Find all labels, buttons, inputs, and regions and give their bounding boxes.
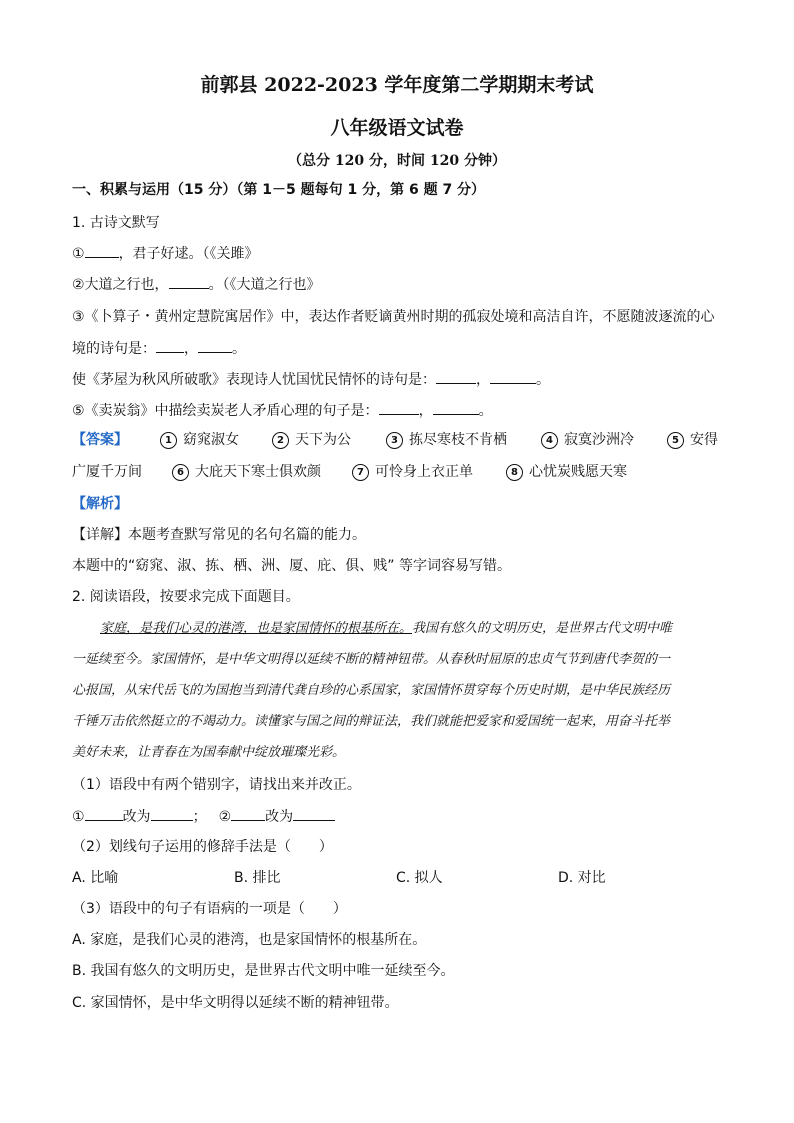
- passage-line-4: 千锤万击依然挺立的不竭动力。读懂家与国之间的辩证法，我们就能把爱家和爱国统一起来，用奋斗托举: [72, 714, 671, 729]
- q1-l5-pre: ⑤《卖炭翁》中描绘卖炭老人矛盾心理的句子是：: [72, 403, 379, 419]
- answer-6: [172, 462, 321, 482]
- answer-5-cont: 广厦千万间: [72, 464, 142, 480]
- answer-tag: 【答案】: [72, 432, 128, 448]
- answer-4: [541, 430, 634, 450]
- passage-line-3: 心报国，从宋代岳飞的为国抱当到清代龚自珍的心系国家，家国情怀贯穿每个历史时期，是中华民族经历: [72, 683, 671, 698]
- exam-subtitle: 八年级语文试卷: [330, 117, 464, 139]
- sub3-option-a[interactable]: A. 家庭，是我们心灵的港湾，也是家国情怀的根基所在。: [72, 932, 427, 948]
- q1-line3b: [72, 338, 732, 359]
- q1-title: 1. 古诗文默写: [72, 215, 160, 231]
- comma: ，: [184, 341, 198, 357]
- option-c[interactable]: C. 拟人: [396, 870, 443, 886]
- blank: [293, 806, 335, 821]
- passage-text: 我国有悠久的文明历史，是世界古代文明中唯: [412, 621, 673, 636]
- passage-line-5: 美好未来，让青春在为国奉献中绽放璀璨光彩。: [72, 745, 346, 760]
- separator: ；: [192, 809, 207, 825]
- change-to: 改为: [265, 809, 294, 825]
- q2-sub2: （2）划线句子运用的修辞手法是（ ）: [72, 839, 333, 855]
- answer-number: 6: [172, 464, 189, 481]
- answer-number: 2: [272, 432, 289, 449]
- period: 。: [232, 341, 246, 357]
- answer-7: [352, 462, 473, 482]
- q1-line4: [72, 369, 732, 390]
- q2-title: 2. 阅读语段，按要求完成下面题目。: [72, 589, 300, 605]
- answer-number: 7: [352, 464, 369, 481]
- answer-5: [667, 430, 718, 450]
- section1-heading: 一、积累与运用（15 分）（第 1－5 题每句 1 分，第 6 题 7 分）: [72, 182, 486, 198]
- q2-sub1: （1）语段中有两个错别字，请找出来并改正。: [72, 777, 361, 793]
- change-to: 改为: [122, 809, 151, 825]
- q1-l2-post: 。（《大道之行也》: [208, 277, 321, 293]
- blank: [156, 338, 184, 353]
- answer-text: 寂寞沙洲冷: [564, 432, 634, 448]
- note-text: 本题中的“窈窕、淑、拣、栖、洲、厦、庇、俱、贱” 等字词容易写错。: [72, 558, 511, 574]
- option-a[interactable]: A. 比喻: [72, 870, 119, 886]
- blank: [231, 806, 265, 821]
- sub3-option-c[interactable]: C. 家国情怀，是中华文明得以延续不断的精神钮带。: [72, 995, 399, 1011]
- q1-line2: [72, 274, 732, 295]
- q1-l1-post: ，君子好逑。（《关雎》: [118, 246, 259, 262]
- answer-number: 1: [160, 432, 177, 449]
- blank: [379, 400, 419, 415]
- q1-line5: [72, 400, 732, 421]
- passage-line-2: 一延续至今。家国情怀，是中华文明得以延续不断的精神钮带。从春秋时屈原的忠贞气节到唐代李贺的一: [72, 652, 671, 667]
- blank: [490, 369, 536, 384]
- q1-l4-pre: 使《茅屋为秋风所破歌》表现诗人忧国忧民情怀的诗句是：: [72, 372, 436, 388]
- detail-text: 【详解】本题考查默写常见的名句名篇的能力。: [72, 527, 366, 543]
- answer-text: 大庇天下寒士俱欢颜: [195, 464, 321, 480]
- period: 。: [536, 372, 550, 388]
- q2-sub1-blanks: [72, 806, 732, 827]
- circle-2: ②: [218, 809, 232, 825]
- blank: [436, 369, 476, 384]
- answer-number: 4: [541, 432, 558, 449]
- option-d[interactable]: D. 对比: [558, 870, 606, 886]
- answer-text: 拣尽寒枝不肯栖: [409, 432, 507, 448]
- q1-l1-pre: ①: [72, 246, 85, 262]
- q1-line3a: ③《卜算子・黄州定慧院寓居作》中，表达作者贬谪黄州时期的孤寂处境和高洁自许，不愿随波逐流的心: [72, 309, 715, 325]
- q1-line1: [72, 243, 732, 264]
- answer-number: 8: [506, 464, 523, 481]
- comma: ，: [476, 372, 490, 388]
- score-time: （总分 120 分，时间 120 分钟）: [288, 153, 506, 169]
- answer-2: [272, 430, 351, 450]
- answer-text: 天下为公: [295, 432, 351, 448]
- answer-number: 3: [386, 432, 403, 449]
- q2-sub3: （3）语段中的句子有语病的一项是（ ）: [72, 901, 347, 917]
- answer-number: 5: [667, 432, 684, 449]
- answer-1: [160, 430, 239, 450]
- blank: [85, 243, 119, 258]
- blank: [433, 400, 479, 415]
- blank: [85, 806, 123, 821]
- comma: ，: [418, 403, 433, 419]
- option-b[interactable]: B. 排比: [234, 870, 281, 886]
- answer-8: [506, 462, 627, 482]
- blank: [169, 274, 209, 289]
- exam-title: 前郭县 2022-2023 学年度第二学期期末考试: [200, 74, 594, 96]
- sub3-option-b[interactable]: B. 我国有悠久的文明历史，是世界古代文明中唯一延续至今。: [72, 963, 455, 979]
- answer-text: 安得: [690, 432, 718, 448]
- answer-3: [386, 430, 507, 450]
- answer-text: 心忧炭贱愿天寒: [529, 464, 627, 480]
- blank: [198, 338, 232, 353]
- passage-line-1: [100, 619, 720, 639]
- q1-l3b-pre: 境的诗句是：: [72, 341, 156, 357]
- answer-text: 窈窕淑女: [183, 432, 239, 448]
- circle-1: ①: [72, 809, 85, 825]
- period: 。: [478, 403, 493, 419]
- blank: [151, 806, 193, 821]
- answer-text: 可怜身上衣正单: [375, 464, 473, 480]
- underlined-sentence: 家庭，是我们心灵的港湾，也是家国情怀的根基所在。: [100, 621, 413, 636]
- analysis-tag: 【解析】: [72, 496, 128, 512]
- q1-l2-pre: ②大道之行也，: [72, 277, 169, 293]
